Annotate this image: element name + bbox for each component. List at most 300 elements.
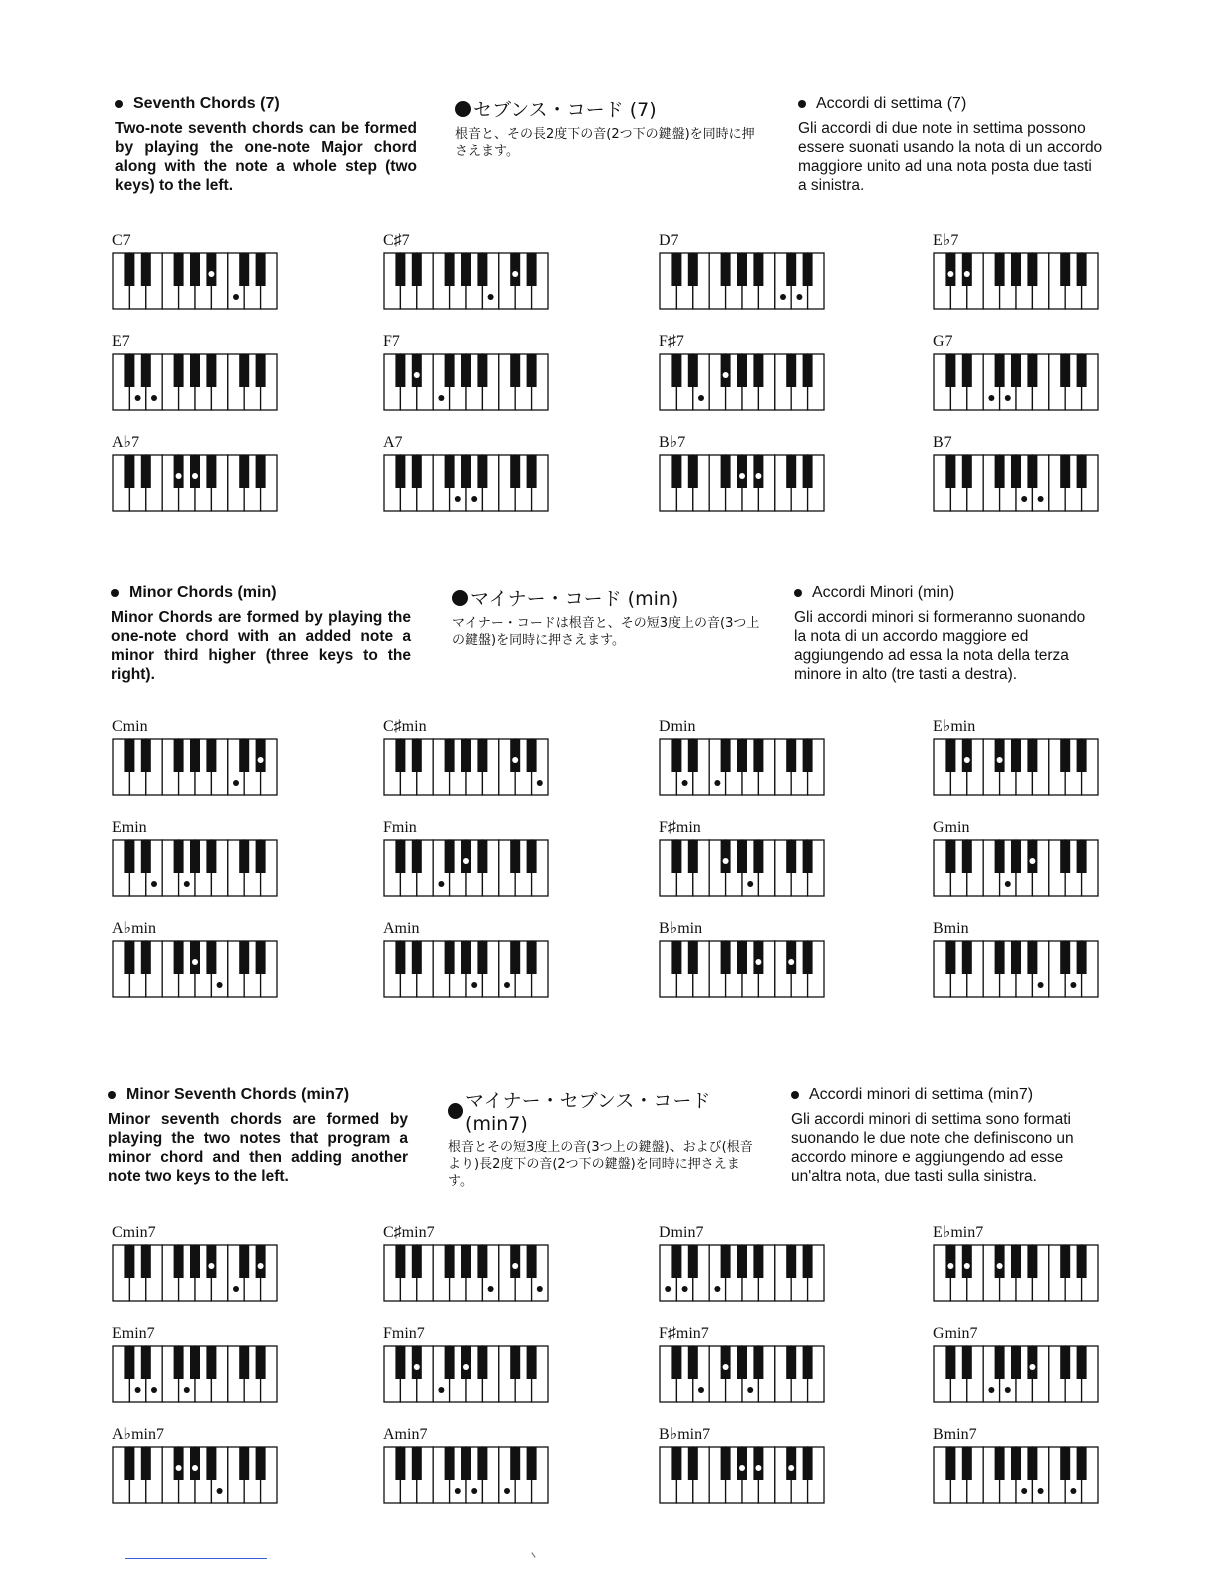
note-dot [796,294,802,300]
note-dot [233,1286,239,1292]
black-key [753,455,763,488]
keyboard-diagram [383,1244,549,1302]
black-key [461,941,471,974]
chord-diagram [659,232,829,322]
keyboard-diagram [659,454,825,512]
black-key [510,1447,520,1480]
chord-name: Amin7 [383,1426,428,1443]
black-key [962,354,972,387]
keyboard-diagram [383,738,549,796]
black-key [256,840,266,873]
black-key [206,941,216,974]
keyboard-diagram [933,1345,1099,1403]
chord-diagram [933,232,1103,322]
note-dot [723,858,729,864]
black-key [962,840,972,873]
note-dot [537,1286,543,1292]
chord-diagram [112,333,282,423]
black-key [510,1346,520,1379]
note-dot [747,881,753,887]
note-dot [1021,496,1027,502]
black-key [239,941,249,974]
note-dot [1005,1387,1011,1393]
note-dot [512,271,518,277]
black-key [174,1245,184,1278]
black-key [737,455,747,488]
bullet-icon [448,1103,463,1119]
black-key [445,253,455,286]
it-title: Accordi di settima (7) [816,95,967,112]
note-dot [176,473,182,479]
black-key [445,455,455,488]
black-key [995,1346,1005,1379]
black-key [395,1245,405,1278]
black-key [803,941,813,974]
black-key [190,840,200,873]
chord-diagram [933,920,1103,1010]
chord-diagram [659,1325,829,1415]
black-key [753,354,763,387]
note-dot [414,1364,420,1370]
black-key [527,840,537,873]
jp-title: セブンス・コード (7) [473,99,657,121]
black-key [256,1245,266,1278]
black-key [190,1245,200,1278]
black-key [256,253,266,286]
black-key [412,1346,422,1379]
it-text: Gli accordi minori di settima sono formati suonando le due note che definiscono un accordo minore e aggiungendo ad esse un'altra nota, due tasti sulla sinistra. [791,1111,1074,1185]
jp-column [448,1086,760,1190]
black-key [461,1447,471,1480]
black-key [445,941,455,974]
note-dot [455,1488,461,1494]
note-dot [151,395,157,401]
keyboard-diagram [112,1446,278,1504]
black-key [124,739,134,772]
black-key [141,1245,151,1278]
chord-diagram [112,1325,282,1415]
bullet-icon [455,101,471,117]
black-key [1011,840,1021,873]
black-key [395,840,405,873]
black-key [688,941,698,974]
note-dot [755,473,761,479]
black-key [962,739,972,772]
black-key [174,739,184,772]
chord-name: Emin [112,819,147,836]
black-key [1077,739,1087,772]
keyboard-diagram [659,1446,825,1504]
note-dot [1021,1488,1027,1494]
chord-diagram [383,1224,553,1314]
black-key [1060,739,1070,772]
en-text: Two-note seventh chords can be formed by playing the one-note Major chord along with the note a whole step (two keys) to the left. [115,120,417,194]
black-key [671,739,681,772]
chord-name: Gmin [933,819,970,836]
note-dot [438,1387,444,1393]
black-key [174,1346,184,1379]
black-key [239,1245,249,1278]
black-key [721,354,731,387]
black-key [461,1346,471,1379]
black-key [1027,941,1037,974]
black-key [239,455,249,488]
black-key [412,253,422,286]
chord-diagram [659,1224,829,1314]
black-key [239,1346,249,1379]
black-key [190,455,200,488]
note-dot [1038,982,1044,988]
note-dot [755,1465,761,1471]
black-key [1027,1447,1037,1480]
black-key [786,253,796,286]
note-dot [455,496,461,502]
black-key [1011,1245,1021,1278]
black-key [995,354,1005,387]
keyboard-diagram [933,252,1099,310]
keyboard-diagram [659,353,825,411]
chord-diagram [383,920,553,1010]
black-key [190,1447,200,1480]
note-dot [438,395,444,401]
chord-diagram [933,434,1103,524]
chord-name: Fmin [383,819,417,836]
note-dot [964,757,970,763]
black-key [412,1447,422,1480]
black-key [786,455,796,488]
chord-diagram [933,1325,1103,1415]
black-key [510,739,520,772]
chord-name: Cmin [112,718,148,735]
black-key [1060,1245,1070,1278]
chord-diagram [659,434,829,524]
chord-name: A♭min [112,920,156,937]
chord-name: F7 [383,333,400,350]
black-key [461,354,471,387]
black-key [445,1245,455,1278]
black-key [803,253,813,286]
black-key [256,1447,266,1480]
black-key [737,1447,747,1480]
chord-name: B♭7 [659,434,686,451]
black-key [995,1447,1005,1480]
black-key [445,739,455,772]
chord-diagram [659,1426,829,1516]
note-dot [698,395,704,401]
en-column [111,584,411,684]
note-dot [151,1387,157,1393]
black-key [256,1346,266,1379]
black-key [786,1447,796,1480]
black-key [945,1447,955,1480]
black-key [206,253,216,286]
black-key [527,1245,537,1278]
black-key [945,739,955,772]
black-key [445,1447,455,1480]
note-dot [723,1364,729,1370]
chord-name: Dmin [659,718,696,735]
black-key [395,739,405,772]
black-key [945,1346,955,1379]
black-key [786,1245,796,1278]
chord-diagram [933,1224,1103,1314]
black-key [1060,455,1070,488]
black-key [803,455,813,488]
note-dot [964,1263,970,1269]
black-key [124,840,134,873]
black-key [753,1447,763,1480]
black-key [962,1346,972,1379]
black-key [527,354,537,387]
chord-name: F♯min7 [659,1325,709,1342]
chord-name: E♭min7 [933,1224,984,1241]
note-dot [192,1465,198,1471]
note-dot [788,959,794,965]
black-key [256,455,266,488]
chord-name: C♯min [383,718,427,735]
black-key [190,941,200,974]
black-key [527,941,537,974]
black-key [786,739,796,772]
note-dot [714,780,720,786]
chord-diagram [112,718,282,808]
black-key [124,1245,134,1278]
black-key [206,739,216,772]
black-key [510,1245,520,1278]
black-key [737,253,747,286]
note-dot [682,780,688,786]
black-key [753,253,763,286]
note-dot [947,1263,953,1269]
chord-diagram [383,819,553,909]
black-key [803,354,813,387]
jp-column [452,584,764,649]
black-key [1060,1346,1070,1379]
black-key [206,1245,216,1278]
jp-title: マイナー・コード (min) [470,588,679,610]
note-dot [414,372,420,378]
chord-name: G7 [933,333,953,350]
black-key [461,253,471,286]
keyboard-diagram [933,940,1099,998]
black-key [737,354,747,387]
chord-diagram [383,434,553,524]
black-key [124,253,134,286]
black-key [1060,1447,1070,1480]
black-key [962,1447,972,1480]
black-key [671,1245,681,1278]
note-dot [747,1387,753,1393]
black-key [510,253,520,286]
black-key [1060,941,1070,974]
black-key [1060,354,1070,387]
chord-name: C7 [112,232,131,249]
en-title: Minor Seventh Chords (min7) [126,1086,350,1103]
black-key [477,1346,487,1379]
black-key [671,1447,681,1480]
keyboard-diagram [383,1446,549,1504]
black-key [412,840,422,873]
note-dot [233,780,239,786]
black-key [721,253,731,286]
chord-name: B♭min [659,920,703,937]
black-key [786,840,796,873]
black-key [1077,1346,1087,1379]
keyboard-diagram [659,1244,825,1302]
jp-column [455,95,767,160]
black-key [803,739,813,772]
note-dot [471,496,477,502]
keyboard-diagram [383,353,549,411]
chord-name: Gmin7 [933,1325,978,1342]
black-key [124,1447,134,1480]
black-key [945,941,955,974]
black-key [174,354,184,387]
black-key [671,455,681,488]
chord-name: Emin7 [112,1325,155,1342]
black-key [786,1346,796,1379]
it-text: Gli accordi minori si formeranno suonando la nota di un accordo maggiore ed aggiungendo ad essa la nota della terza minore in alto (tre tasti a destra). [794,609,1086,683]
black-key [803,840,813,873]
chord-diagram [659,718,829,808]
keyboard-diagram [383,1345,549,1403]
bullet-icon [452,590,468,606]
black-key [256,941,266,974]
black-key [995,1245,1005,1278]
black-key [995,253,1005,286]
note-dot [463,858,469,864]
black-key [477,1447,487,1480]
note-dot [682,1286,688,1292]
en-column [108,1086,408,1186]
chord-name: Dmin7 [659,1224,704,1241]
keyboard-diagram [383,454,549,512]
black-key [1027,354,1037,387]
black-key [477,840,487,873]
black-key [527,1346,537,1379]
chord-diagram [383,718,553,808]
black-key [141,253,151,286]
black-key [239,354,249,387]
black-key [962,941,972,974]
bullet-icon [115,100,123,108]
note-dot [537,780,543,786]
black-key [206,1447,216,1480]
black-key [688,455,698,488]
note-dot [788,1465,794,1471]
black-key [239,840,249,873]
black-key [737,1245,747,1278]
black-key [1011,739,1021,772]
chord-name: F♯min [659,819,701,836]
black-key [1077,1447,1087,1480]
it-column [791,1086,1099,1186]
chord-diagram [383,333,553,423]
black-key [510,840,520,873]
chord-name: E7 [112,333,130,350]
en-text: Minor Chords are formed by playing the one-note chord with an added note a minor third higher (three keys to the right). [111,609,411,683]
black-key [995,941,1005,974]
keyboard-diagram [383,839,549,897]
en-title: Seventh Chords (7) [133,95,280,112]
jp-title: マイナー・セブンス・コード (min7) [465,1090,711,1135]
black-key [141,1346,151,1379]
black-key [141,840,151,873]
keyboard-diagram [112,1244,278,1302]
black-key [688,354,698,387]
note-dot [192,959,198,965]
note-dot [258,757,264,763]
black-key [124,354,134,387]
note-dot [1070,982,1076,988]
black-key [477,455,487,488]
chord-name: Bmin [933,920,969,937]
chord-diagram [659,920,829,1010]
chord-name: F♯7 [659,333,684,350]
black-key [1027,1245,1037,1278]
black-key [671,840,681,873]
chord-name: Fmin7 [383,1325,425,1342]
note-dot [1005,395,1011,401]
black-key [395,1346,405,1379]
black-key [190,1346,200,1379]
black-key [962,1245,972,1278]
black-key [1077,941,1087,974]
note-dot [135,395,141,401]
note-dot [1038,496,1044,502]
note-dot [988,1387,994,1393]
chord-diagram [933,1426,1103,1516]
black-key [395,1447,405,1480]
black-key [141,739,151,772]
bullet-icon [798,100,806,108]
note-dot [471,1488,477,1494]
black-key [962,455,972,488]
black-key [721,739,731,772]
black-key [737,941,747,974]
note-dot [964,271,970,277]
chord-diagram [112,1426,282,1516]
black-key [527,1447,537,1480]
chord-name: B♭min7 [659,1426,711,1443]
it-column [794,584,1099,684]
black-key [945,1245,955,1278]
black-key [510,941,520,974]
chord-diagram [933,718,1103,808]
note-dot [512,757,518,763]
chord-diagram [383,1426,553,1516]
note-dot [217,982,223,988]
keyboard-diagram [112,353,278,411]
note-dot [1038,1488,1044,1494]
keyboard-diagram [112,1345,278,1403]
black-key [753,739,763,772]
note-dot [947,271,953,277]
black-key [671,253,681,286]
black-key [174,1447,184,1480]
black-key [395,941,405,974]
black-key [753,1346,763,1379]
black-key [737,739,747,772]
black-key [737,1346,747,1379]
it-text: Gli accordi di due note in settima possono essere suonati usando la nota di un accordo maggiore unito ad una nota posta due tasti a sinistra. [798,120,1103,194]
chord-name: Bmin7 [933,1426,977,1443]
black-key [945,354,955,387]
black-key [395,253,405,286]
chord-name: A♭7 [112,434,140,451]
black-key [1027,840,1037,873]
black-key [1077,840,1087,873]
